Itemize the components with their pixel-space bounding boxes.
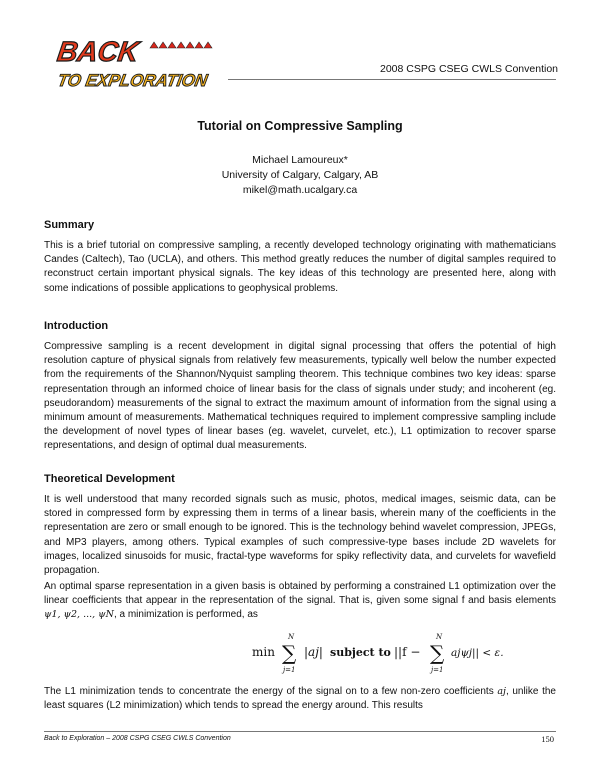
author-email: mikel@math.ucalgary.ca xyxy=(242,184,358,196)
footer-conference: Back to Exploration – 2008 CSPG CSEG CWLS Convention xyxy=(44,735,231,742)
eq-sum-lower-1: j=1 xyxy=(283,666,296,674)
logo-line2: TO EXPLORATION xyxy=(56,70,210,90)
page-number: 150 xyxy=(541,734,554,744)
author-block xyxy=(0,153,600,198)
footer-divider xyxy=(44,731,556,732)
paper-title: Tutorial on Compressive Sampling xyxy=(197,119,403,133)
eq-term-2: ajψj|| < ε. xyxy=(451,647,504,659)
eq-sum-upper-2: N xyxy=(436,633,443,641)
eq-sum-upper-1: N xyxy=(288,633,295,641)
eq-min: min xyxy=(252,645,275,659)
summary-heading: Summary xyxy=(44,219,95,231)
theory-heading: Theoretical Development xyxy=(44,473,175,485)
eq-subject-to: subject to xyxy=(330,646,391,659)
header-divider xyxy=(228,79,556,80)
introduction-text: Compressive sampling is a recent development in digital signal processing that offers the potential of high resolution capture of physical signals from relatively few measurements, typically well below the number expected from the requirements of the Shannon/Nyquist sampling theorem. This technique combines two key ideas: sparse representation through an informed choice of linear basis for the class of signals under study; and incoherent (eg. pseudorandom) measurements of the signal to extract the maximum amount of information from the signal using a minimum amount of measurements. Mathematical techniques required to implement compressive sampling include the development of novel types of linear bases (eg. wavelet, curvelet, etc.), L1 optimization to recover sparse representations, and design of optimal dual measurements. xyxy=(44,341,556,452)
l1-minimization-equation xyxy=(252,630,504,676)
theory-paragraph-3 xyxy=(44,685,556,713)
introduction-heading: Introduction xyxy=(44,320,109,332)
logo-line1: BACK xyxy=(55,36,141,67)
theory-p2-text-a: An optimal sparse representation in a given basis is obtained by performing a constrained L1 optimization over the linear coefficients that appear in the representation of the signal. That is, given some signal f and basis elements xyxy=(44,581,556,607)
eq-norm-open: ||f − xyxy=(394,645,421,659)
theory-paragraph-2 xyxy=(44,580,556,623)
author-name: Michael Lamoureux* xyxy=(252,154,348,166)
theory-paragraph-1: It is well understood that many recorded signals such as music, photos, medical images, seismic data, can be stored in compressed form by expressing them in terms of a linear basis, wherein many of the coefficients in the representation are zero or small enough to be ignored. This is the technology behind wavelet compression, JPEGs, and MP3 players, among others. Typical examples of such compressive-type bases include 2D wavelets for images, localized sinusoids for music, fractal-type waveforms for spiky reflectivity data, and curvelets for wavefield propagation. xyxy=(44,494,556,577)
logo-arrows xyxy=(150,42,212,48)
basis-elements-math: ψ1, ψ2, ..., ψN xyxy=(44,609,114,621)
eq-sum-lower-2: j=1 xyxy=(431,666,444,674)
coefficient-math: aj xyxy=(497,686,506,697)
eq-sigma-1: ∑ xyxy=(282,641,297,665)
back-to-exploration-logo xyxy=(46,34,224,96)
eq-sigma-2: ∑ xyxy=(430,641,445,665)
conference-header: 2008 CSPG CSEG CWLS Convention xyxy=(380,63,558,75)
theory-p3-text-a: The L1 minimization tends to concentrate the energy of the signal on to a few non-zero coefficients xyxy=(44,686,498,697)
summary-text: This is a brief tutorial on compressive sampling, a recently developed technology originating with mathematicians Candes (Caltech), Tao (UCLA), and others. This method greatly reduces the number of digital samples required to reconstruct certain important physical signals. The key ideas of this technology are presented here, along with some indications of possible applications to geophysical problems. xyxy=(44,240,556,294)
author-affiliation: University of Calgary, Calgary, AB xyxy=(221,169,379,181)
theory-p3-text-b: , unlike the least squares (L2 minimization) which tends to spread the energy around. This results xyxy=(44,686,556,712)
theory-p2-text-b: , a minimization is performed, as xyxy=(113,609,258,621)
eq-term-1: |aj| xyxy=(304,645,323,659)
